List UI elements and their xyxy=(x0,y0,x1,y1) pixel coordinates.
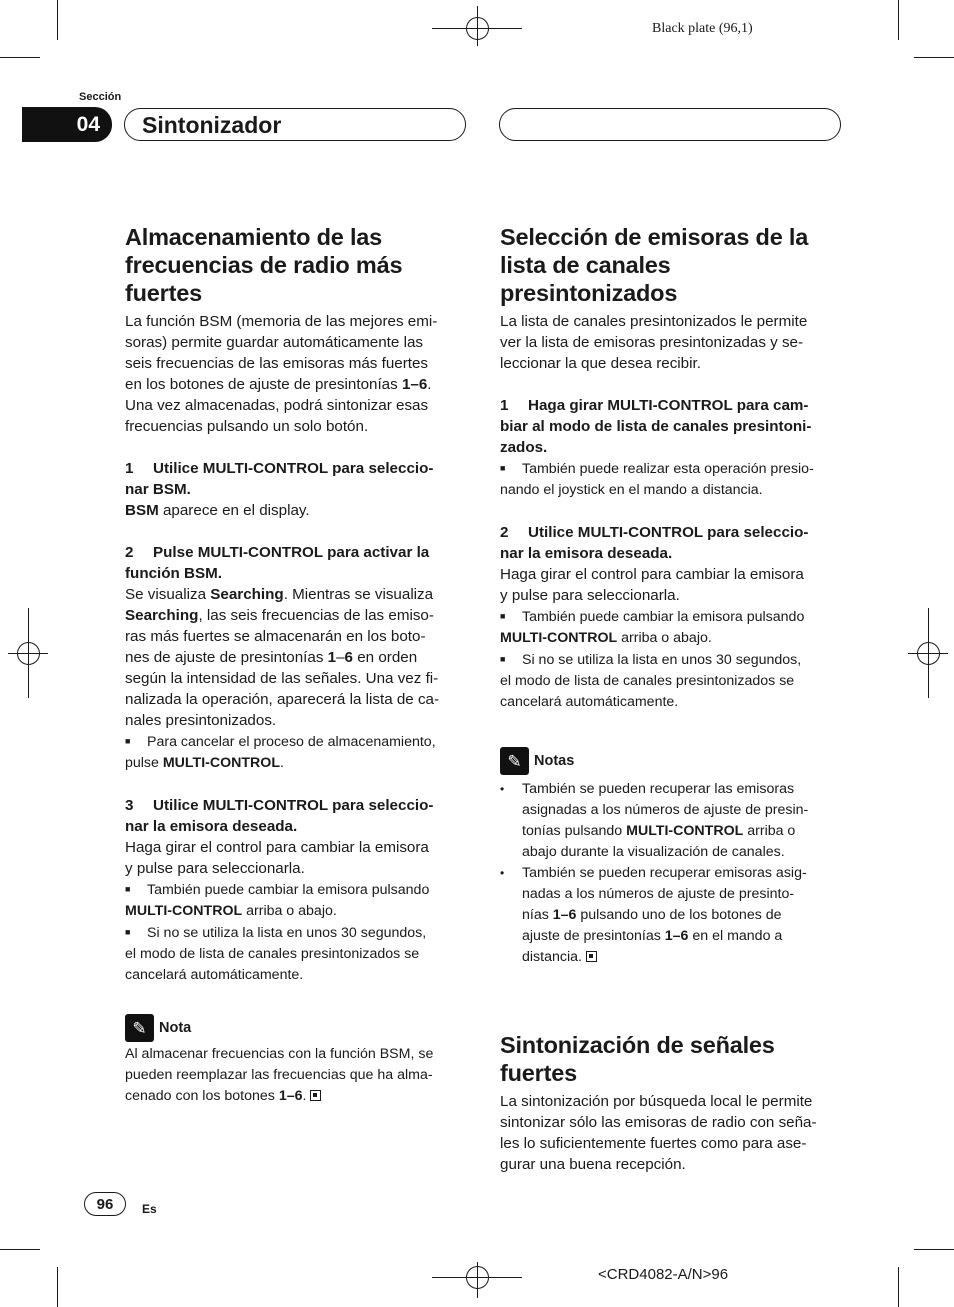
step-3-heading: 3 Utilice MULTI-CONTROL para seleccio- xyxy=(125,797,434,814)
bullet-dot-icon: • xyxy=(500,782,505,796)
pencil-note-icon: ✎ xyxy=(125,1014,154,1042)
sub-note-cont: MULTI-CONTROL arriba o abajo. xyxy=(500,630,712,646)
sub-note: ■ Para cancelar el proceso de almacenamiento, xyxy=(125,731,469,753)
square-bullet-icon: ■ xyxy=(500,611,506,621)
text-line: gurar una buena recepción. xyxy=(500,1156,686,1173)
step-3-heading-cont: nar la emisora deseada. xyxy=(125,818,298,835)
text-line: Haga girar el control para cambiar la emisora xyxy=(125,839,429,856)
text-line: Searching, las seis frecuencias de las emiso- xyxy=(125,607,434,624)
sub-note: ■ También puede cambiar la emisora pulsando xyxy=(500,606,844,628)
step-2-heading: 2 Utilice MULTI-CONTROL para seleccio- xyxy=(500,524,809,541)
step-2-heading-cont: función BSM. xyxy=(125,565,223,582)
note-header xyxy=(125,1014,469,1042)
section-title: Sintonizador xyxy=(142,112,282,138)
section-blank-frame xyxy=(499,108,841,141)
text-line: leccionar la que desea recibir. xyxy=(500,355,701,372)
left-column xyxy=(125,223,469,1107)
step-1-heading: 1 Utilice MULTI-CONTROL para seleccio- xyxy=(125,460,434,477)
sub-note-cont: el modo de lista de canales presintonizados se xyxy=(500,673,795,689)
text-line: La lista de canales presintonizados le permite xyxy=(500,313,808,330)
heading-strong-signals: Sintonización de señales fuertes xyxy=(500,1032,775,1086)
note-text: cenado con los botones 1–6. xyxy=(125,1086,469,1107)
square-bullet-icon: ■ xyxy=(500,654,506,664)
note-text: pueden reemplazar las frecuencias que ha alma- xyxy=(125,1067,433,1083)
text-line: sintonizar sólo las emisoras de radio con seña- xyxy=(500,1114,817,1131)
text-line: Una vez almacenadas, podrá sintonizar esas xyxy=(125,397,429,414)
sub-note: ■ También puede cambiar la emisora pulsando xyxy=(125,879,469,901)
step-1-result: BSM aparece en el display. xyxy=(125,502,310,519)
note-title: Nota xyxy=(159,1019,192,1036)
note-text: Al almacenar frecuencias con la función BSM, se xyxy=(125,1046,434,1062)
square-bullet-icon: ■ xyxy=(500,463,506,473)
step-1-heading: 1 Haga girar MULTI-CONTROL para cam- xyxy=(500,397,809,414)
text-line: nales presintonizados. xyxy=(125,712,277,729)
section-label: Sección xyxy=(79,91,122,103)
step-1-heading-cont: nar BSM. xyxy=(125,481,191,498)
sub-note: ■ Si no se utiliza la lista en unos 30 segundos, xyxy=(500,649,844,671)
list-item: • También se pueden recuperar las emisoras asignadas a los números de ajuste de presin- tonías pulsando MULTI-CONTROL arriba o abajo durante la visualización de canales. xyxy=(500,779,844,863)
end-mark-icon xyxy=(310,1090,321,1101)
end-mark-icon xyxy=(586,951,597,962)
text-line: La función BSM (memoria de las mejores emi- xyxy=(125,313,438,330)
page-number: 96 xyxy=(84,1192,126,1216)
text-line: Haga girar el control para cambiar la emisora xyxy=(500,566,804,583)
language-code: Es xyxy=(142,1202,157,1216)
sub-note: ■ Si no se utiliza la lista en unos 30 segundos, xyxy=(125,922,469,944)
text-line: ver la lista de emisoras presintonizadas y se- xyxy=(500,334,804,351)
text-line: en los botones de ajuste de presintonías 1–6. xyxy=(125,376,432,393)
bullet-dot-icon: • xyxy=(500,866,505,880)
step-1-heading-cont: zados. xyxy=(500,439,548,456)
document-reference: <CRD4082-A/N>96 xyxy=(598,1266,729,1283)
text-line: seis frecuencias de las emisoras más fuertes xyxy=(125,355,429,372)
text-line: soras) permite guardar automáticamente las xyxy=(125,334,423,351)
square-bullet-icon: ■ xyxy=(125,736,131,746)
text-line: nes de ajuste de presintonías 1–6 en orden xyxy=(125,649,418,666)
sub-note-cont: cancelará automáticamente. xyxy=(125,967,304,983)
text-line: y pulse para seleccionarla. xyxy=(125,860,305,877)
list-item: • También se pueden recuperar emisoras asig- nadas a los números de ajuste de presinto- nías 1–6 pulsando uno de los botones de ajuste de presintonías 1–6 en el mando a distancia. xyxy=(500,863,844,968)
pencil-note-icon: ✎ xyxy=(500,747,529,775)
heading-bsm: Almacenamiento de las frecuencias de radio más fuertes xyxy=(125,224,403,306)
sub-note-cont: nando el joystick en el mando a distancia. xyxy=(500,482,763,498)
text-line: según la intensidad de las señales. Una vez fi- xyxy=(125,670,439,687)
plate-label: Black plate (96,1) xyxy=(652,21,753,36)
heading-preset-list: Selección de emisoras de la lista de canales presintonizados xyxy=(500,224,809,306)
text-line: La sintonización por búsqueda local le permite xyxy=(500,1093,813,1110)
notes-header xyxy=(500,747,844,775)
sub-note-cont: cancelará automáticamente. xyxy=(500,694,679,710)
step-2-heading-cont: nar la emisora deseada. xyxy=(500,545,673,562)
sub-note: ■ También puede realizar esta operación presio- xyxy=(500,458,844,480)
square-bullet-icon: ■ xyxy=(125,884,131,894)
sub-note-cont: pulse MULTI-CONTROL. xyxy=(125,755,284,771)
text-line: Se visualiza Searching. Mientras se visualiza xyxy=(125,586,434,603)
text-line: y pulse para seleccionarla. xyxy=(500,587,680,604)
text-line: frecuencias pulsando un solo botón. xyxy=(125,418,369,435)
section-number-tab: 04 xyxy=(22,107,112,142)
sub-note-cont: MULTI-CONTROL arriba o abajo. xyxy=(125,903,337,919)
right-column xyxy=(500,223,844,1175)
sub-note-cont: el modo de lista de canales presintonizados se xyxy=(125,946,420,962)
step-1-heading-cont: biar al modo de lista de canales presintoni- xyxy=(500,418,812,435)
text-line: les lo suficientemente fuertes como para ase- xyxy=(500,1135,807,1152)
square-bullet-icon: ■ xyxy=(125,927,131,937)
text-line: ras más fuertes se almacenarán en los boto- xyxy=(125,628,426,645)
step-2-heading: 2 Pulse MULTI-CONTROL para activar la xyxy=(125,544,430,561)
notes-title: Notas xyxy=(534,752,575,769)
text-line: nalizada la operación, aparecerá la lista de ca- xyxy=(125,691,440,708)
